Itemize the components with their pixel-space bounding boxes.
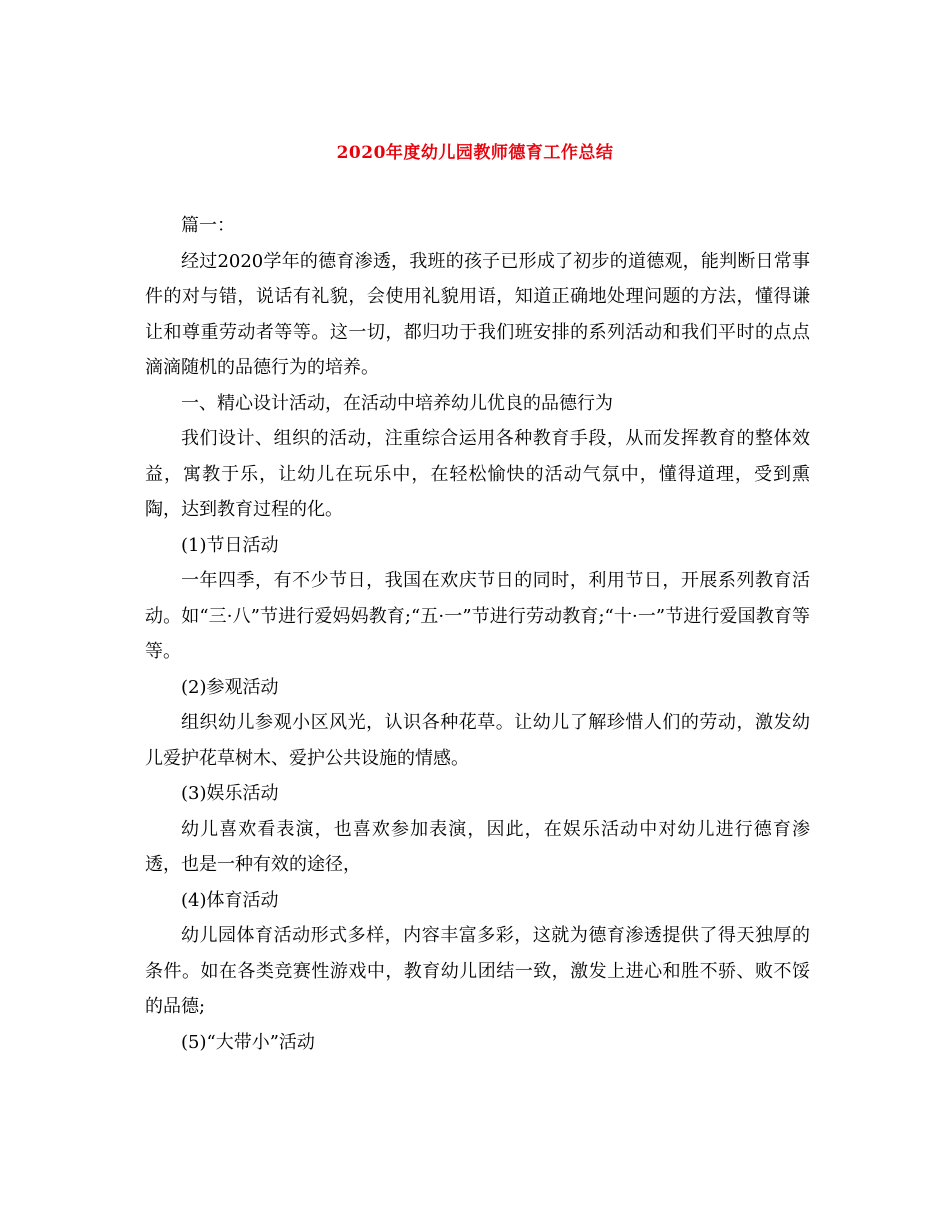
subheading-festival: (1)节日活动 xyxy=(181,534,279,556)
paragraph-intro: 经过2020学年的德育渗透，我班的孩子已形成了初步的道德观，能判断日常事件的对与错，说话有礼貌，会使用礼貌用语，知道正确地处理问题的方法，懂得谦让和尊重劳动者等等。这一切，都归功于我们班安排的系列活动和我们平时的点点滴滴随机的品德行为的培养。 xyxy=(145,250,810,378)
document-body xyxy=(145,208,810,1060)
paragraph: 一年四季，有不少节日，我国在欢庆节日的同时，利用节日，开展系列教育活动。如“三·八”节进行爱妈妈教育;“五·一”节进行劳动教育;“十·一”节进行爱国教育等等。 xyxy=(145,570,810,662)
subheading-sports: (4)体育活动 xyxy=(181,889,279,911)
paragraph: 幼儿喜欢看表演，也喜欢参加表演，因此，在娱乐活动中对幼儿进行德育渗透，也是一种有效的途径， xyxy=(145,818,810,875)
paragraph: 组织幼儿参观小区风光，认识各种花草。让幼儿了解珍惜人们的劳动，激发幼儿爱护花草树木、爱护公共设施的情感。 xyxy=(145,712,810,769)
document-title: 2020年度幼儿园教师德育工作总结 xyxy=(336,143,614,163)
section-heading: 一、精心设计活动，在活动中培养幼儿优良的品德行为 xyxy=(181,392,613,414)
paragraph: 幼儿园体育活动形式多样，内容丰富多彩，这就为德育渗透提供了得天独厚的条件。如在各类竞赛性游戏中，教育幼儿团结一致，激发上进心和胜不骄、败不馁的品德; xyxy=(145,925,810,1017)
paragraph-label: 篇一： xyxy=(181,215,235,236)
subheading-entertainment: (3)娱乐活动 xyxy=(181,783,279,804)
paragraph: 我们设计、组织的活动，注重综合运用各种教育手段，从而发挥教育的整体效益，寓教于乐，让幼儿在玩乐中，在轻松愉快的活动气氛中，懂得道理，受到熏陶，达到教育过程的化。 xyxy=(145,428,810,520)
subheading-big-small: (5)“大带小”活动 xyxy=(181,1031,315,1053)
subheading-visit: (2)参观活动 xyxy=(181,676,279,698)
